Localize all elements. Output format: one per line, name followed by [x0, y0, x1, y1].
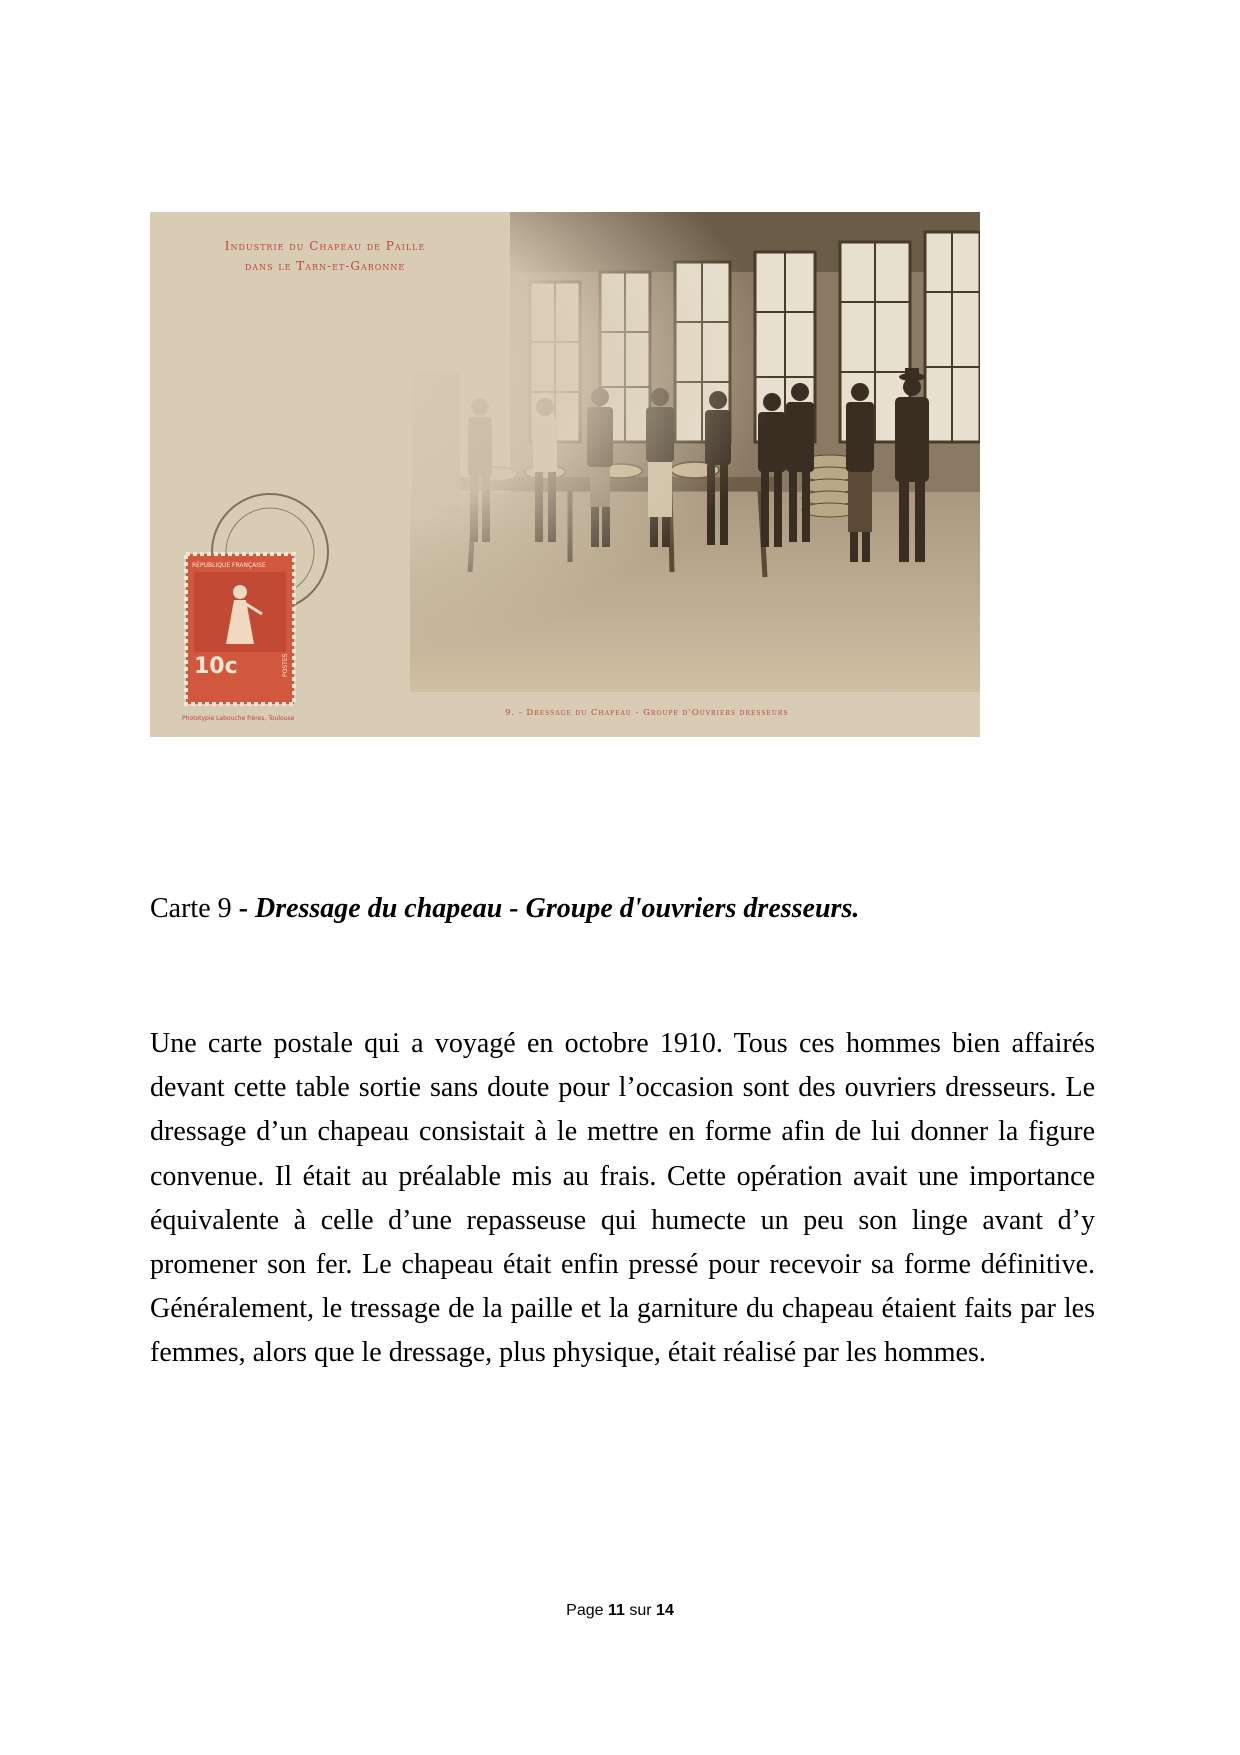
postcard-printer-credit: Phototypie Labouche frères, Toulouse [182, 715, 295, 722]
postcard-image [150, 212, 980, 737]
caption-prefix: Carte 9 [150, 893, 232, 924]
postcard-caption: 9. - Dressage du Chapeau - Groupe d'Ouvriers dresseurs [505, 708, 789, 718]
postcard-header-line2: dans le Tarn-et-Garonne [244, 259, 406, 273]
postcard-header [180, 236, 470, 276]
stamp-label: RÉPUBLIQUE FRANÇAISE [192, 562, 266, 569]
footer-current-page: 11 [607, 1602, 625, 1619]
footer-page-word: Page [566, 1602, 604, 1619]
body-paragraph: Une carte postale qui a voyagé en octobre 1910. Tous ces hommes bien affairés devant cette table sortie sans doute pour l’occasion sont des ouvriers dresseurs. Le dressage d’un chapeau consistait à le mettre en forme afin de lui donner la figure convenue. Il était au préalable mis au frais. Cette opération avait une importance équivalente à celle d’une repasseuse qui humecte un peu son linge avant d’y promener son fer. Le chapeau était enfin pressé pour recevoir sa forme définitive. Généralement, le tressage de la paille et la garniture du chapeau étaient faits par les femmes, alors que le dressage, plus physique, était réalisé par les hommes. [150, 1028, 1095, 1369]
postcard-photo [150, 212, 980, 737]
figure-caption [150, 893, 859, 925]
caption-separator: - [238, 893, 248, 924]
footer-total-pages: 14 [656, 1602, 674, 1619]
page-footer [0, 1602, 1240, 1620]
postage-stamp [186, 554, 294, 704]
stamp-side-label: POSTES [282, 653, 289, 677]
caption-title: Dressage du chapeau - Groupe d'ouvriers dresseurs. [254, 893, 860, 924]
footer-of-word: sur [629, 1602, 652, 1619]
stamp-value: 10c [194, 654, 238, 679]
postcard-header-line1: Industrie du Chapeau de Paille [224, 239, 426, 253]
